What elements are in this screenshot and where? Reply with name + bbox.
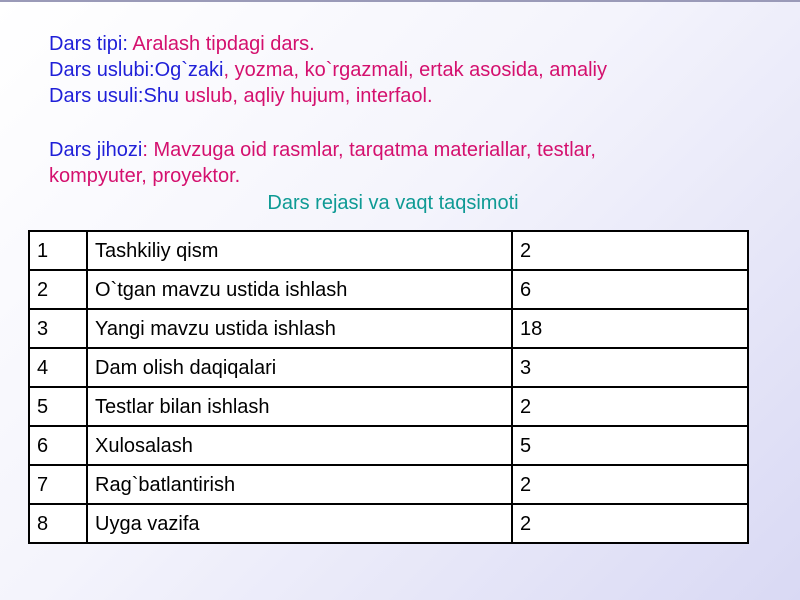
schedule-row — [29, 231, 748, 270]
row-number-cell: 6 — [29, 426, 87, 465]
lesson-style-value: , yozma, ko`rgazmali, ertak asosida, amaliy — [223, 59, 607, 81]
lesson-method-label: Dars usuli:Shu — [49, 85, 180, 107]
schedule-row — [29, 348, 748, 387]
row-number-cell: 4 — [29, 348, 87, 387]
lesson-style-label: Dars uslubi:Og`zaki — [49, 59, 224, 81]
schedule-table-body — [29, 231, 748, 543]
activity-name-cell: Tashkiliy qism — [87, 231, 512, 270]
row-number-cell: 2 — [29, 270, 87, 309]
schedule-row — [29, 426, 748, 465]
schedule-row — [29, 387, 748, 426]
lesson-equipment-line — [49, 137, 596, 163]
minutes-cell: 18 — [512, 309, 748, 348]
minutes-cell: 2 — [512, 387, 748, 426]
lesson-equipment-line-2: kompyuter, proyektor. — [49, 165, 241, 187]
row-number-cell: 5 — [29, 387, 87, 426]
row-number-cell: 7 — [29, 465, 87, 504]
lesson-equipment-value: : Mavzuga oid rasmlar, tarqatma materiallar, testlar, — [142, 139, 596, 161]
lesson-type-line — [49, 31, 315, 57]
lesson-equipment-label: Dars jihozi — [49, 139, 143, 161]
activity-name-cell: Yangi mavzu ustida ishlash — [87, 309, 512, 348]
slide-top-border — [0, 0, 800, 2]
activity-name-cell: Testlar bilan ishlash — [87, 387, 512, 426]
schedule-table — [28, 230, 749, 544]
row-number-cell: 3 — [29, 309, 87, 348]
lesson-method-line — [49, 83, 433, 109]
activity-name-cell: Dam olish daqiqalari — [87, 348, 512, 387]
lesson-type-label: Dars tipi: — [49, 33, 128, 55]
lesson-style-line — [49, 57, 607, 83]
activity-name-cell: O`tgan mavzu ustida ishlash — [87, 270, 512, 309]
lesson-method-value: uslub, aqliy hujum, interfaol. — [179, 85, 433, 107]
lesson-type-value: Aralash tipdagi dars. — [127, 33, 315, 55]
activity-name-cell: Rag`batlantirish — [87, 465, 512, 504]
minutes-cell: 2 — [512, 504, 748, 543]
schedule-row — [29, 309, 748, 348]
minutes-cell: 2 — [512, 465, 748, 504]
schedule-row — [29, 465, 748, 504]
minutes-cell: 6 — [512, 270, 748, 309]
schedule-row — [29, 270, 748, 309]
activity-name-cell: Uyga vazifa — [87, 504, 512, 543]
row-number-cell: 1 — [29, 231, 87, 270]
schedule-row — [29, 504, 748, 543]
minutes-cell: 5 — [512, 426, 748, 465]
minutes-cell: 3 — [512, 348, 748, 387]
schedule-title: Dars rejasi va vaqt taqsimoti — [267, 192, 519, 214]
minutes-cell: 2 — [512, 231, 748, 270]
activity-name-cell: Xulosalash — [87, 426, 512, 465]
row-number-cell: 8 — [29, 504, 87, 543]
